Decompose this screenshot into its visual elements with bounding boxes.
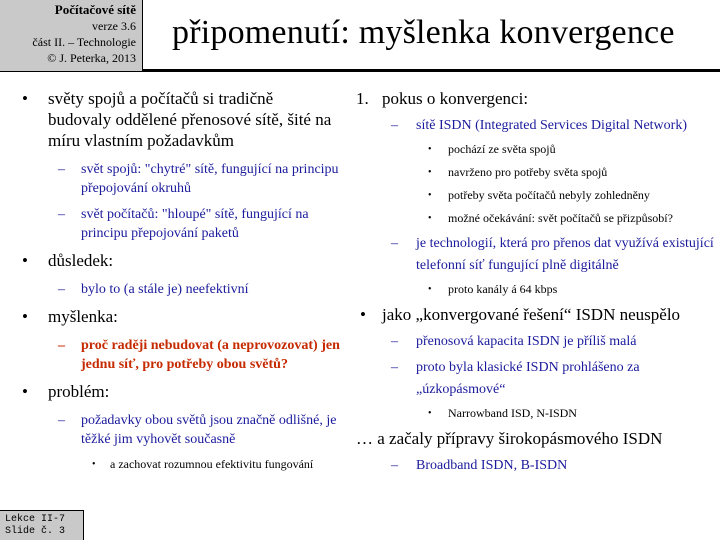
sub-sub-item: • proto kanály á 64 kbps <box>428 282 558 296</box>
numbered-item: 1. pokus o konvergenci: <box>356 89 529 108</box>
course-name: Počítačové sítě <box>54 2 136 17</box>
sub-sub-item: • navrženo pro potřeby světa spojů <box>428 165 608 179</box>
sub-sub-item: • Narrowband ISD, N-ISDN <box>428 406 577 420</box>
bullet-icon: • <box>22 251 28 270</box>
left-column <box>18 88 340 479</box>
sub-item: – svět počítačů: "hloupé" sítě, fungující na principu přepojování paketů <box>58 207 309 241</box>
sub-item: – je technologií, která pro přenos dat využívá existující telefonní síť fungující plně digitálně <box>356 233 716 277</box>
bullet-icon: • <box>428 213 432 224</box>
slide-number-box <box>0 510 84 540</box>
dash-icon: – <box>58 207 65 222</box>
sub-item: – bylo to (a stále je) neefektivní <box>58 282 249 297</box>
dash-icon: – <box>391 334 398 349</box>
dash-icon: – <box>58 338 65 353</box>
sub-item-highlight: – proč raději nebudovat (a neprovozovat) jen jednu síť, pro potřeby obou světů? <box>58 338 340 372</box>
sub-sub-item: • pochází ze světa spojů <box>428 142 556 156</box>
bullet-item: • myšlenka: <box>22 307 118 326</box>
sub-item: – proto byla klasické ISDN prohlášeno za „úzkopásmové“ <box>356 357 716 401</box>
sub-item: – přenosová kapacita ISDN je příliš malá <box>356 331 716 353</box>
bullet-icon: • <box>22 307 28 326</box>
dash-icon: – <box>391 118 398 133</box>
lesson-label: Lekce II-7 <box>5 514 66 525</box>
sub-item: – požadavky obou světů jsou značně odlišné, je těžké jim vyhovět současně <box>58 413 337 447</box>
sub-sub-item: • možné očekávání: svět počítačů se přizpůsobí? <box>428 211 673 225</box>
bullet-icon: • <box>22 89 28 108</box>
bullet-item: • světy spojů a počítačů si tradičně budovaly oddělené přenosové sítě, šité na míru vlastním požadavkům <box>22 89 332 150</box>
slide-title: připomenutí: myšlenka konvergence <box>172 14 675 51</box>
slide-label: Slide č. 3 <box>5 526 66 537</box>
bullet-icon: • <box>428 190 432 201</box>
bullet-icon: • <box>428 408 432 419</box>
bullet-icon: • <box>22 382 28 401</box>
bullet-item: • problém: <box>22 382 110 401</box>
bullet-item: • jako „konvergované řešení“ ISDN neuspělo <box>360 305 681 324</box>
sub-item: – Broadband ISDN, B-ISDN <box>356 455 716 477</box>
copyright-label: © J. Peterka, 2013 <box>47 51 136 65</box>
paragraph-item: … a začaly přípravy širokopásmového ISDN <box>356 429 663 448</box>
number-marker: 1. <box>356 89 369 108</box>
bullet-icon: • <box>428 167 432 178</box>
part-label: část II. – Technologie <box>32 35 136 49</box>
course-info-box <box>0 0 143 72</box>
bullet-icon: • <box>92 459 96 470</box>
sub-sub-item: • potřeby světa počítačů nebyly zohledněny <box>428 188 650 202</box>
dash-icon: – <box>58 413 65 428</box>
right-column <box>356 88 716 481</box>
bullet-icon: • <box>428 284 432 295</box>
bullet-icon: • <box>428 144 432 155</box>
title-underline <box>143 69 720 72</box>
bullet-icon: • <box>360 305 366 324</box>
sub-sub-item: • a zachovat rozumnou efektivitu fungování <box>92 457 314 471</box>
dash-icon: – <box>391 360 398 375</box>
dash-icon: – <box>391 458 398 473</box>
dash-icon: – <box>391 236 398 251</box>
dash-icon: – <box>58 162 65 177</box>
dash-icon: – <box>58 282 65 297</box>
bullet-item: • důsledek: <box>22 251 114 270</box>
sub-item: – svět spojů: "chytré" sítě, fungující na principu přepojování okruhů <box>58 162 339 196</box>
sub-item: – sítě ISDN (Integrated Services Digital Network) <box>356 115 716 137</box>
version-label: verze 3.6 <box>92 19 136 33</box>
